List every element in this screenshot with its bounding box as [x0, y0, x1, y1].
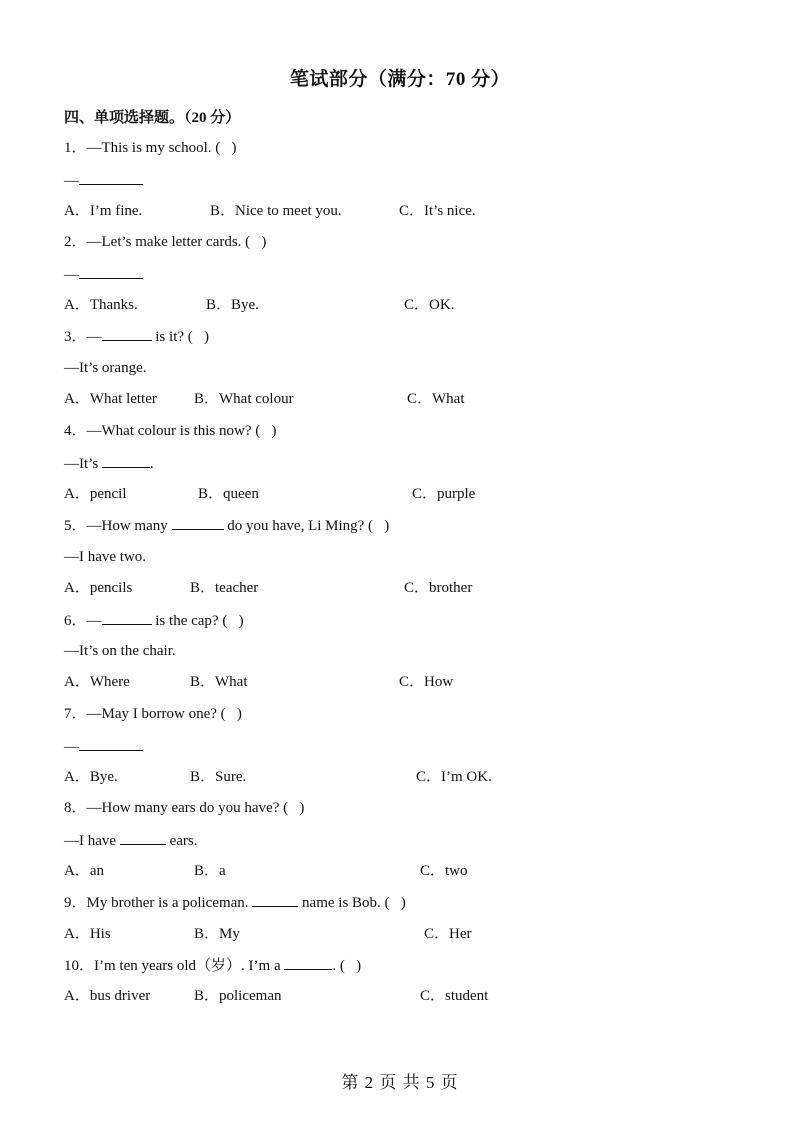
- q7-option-a: A．Bye.: [64, 769, 118, 785]
- q1-option-a: A．I’m fine.: [64, 203, 143, 219]
- page-title: 笔试部分（满分：70 分）: [289, 69, 511, 90]
- question-2-stem: 2．—Let’s make letter cards. ( ): [64, 234, 267, 250]
- q2-option-c: C．OK.: [404, 297, 455, 313]
- q6-option-b: B．What: [190, 674, 248, 690]
- q4-option-b: B．queen: [198, 486, 259, 502]
- question-3-stem: 3．— is it? ( ): [64, 326, 209, 346]
- question-10-stem: 10．I’m ten years old（岁）. I’m a . ( ): [64, 955, 361, 975]
- q5-option-a: A．pencils: [64, 580, 133, 596]
- question-8-reply: —I have ears.: [64, 830, 197, 850]
- q1-option-c: C．It’s nice.: [399, 203, 476, 219]
- question-3-reply: —It’s orange.: [64, 360, 147, 376]
- question-8-stem: 8．—How many ears do you have? ( ): [64, 800, 305, 816]
- q1-option-b: B．Nice to meet you.: [210, 203, 342, 219]
- q2-option-b: B．Bye.: [206, 297, 259, 313]
- question-2-reply: —: [64, 264, 143, 284]
- q2-option-a: A．Thanks.: [64, 297, 138, 313]
- question-1-stem: 1．—This is my school. ( ): [64, 140, 237, 156]
- question-9-stem: 9．My brother is a policeman. name is Bob. ( ): [64, 892, 406, 912]
- question-6-reply: —It’s on the chair.: [64, 643, 176, 659]
- q3-option-a: A．What letter: [64, 391, 157, 407]
- q4-option-a: A．pencil: [64, 486, 127, 502]
- q8-option-a: A．an: [64, 863, 104, 879]
- q7-option-c: C．I’m OK.: [416, 769, 492, 785]
- page-footer: 第 2 页 共 5 页: [341, 1073, 459, 1092]
- question-4-reply: —It’s .: [64, 453, 154, 473]
- q5-option-b: B．teacher: [190, 580, 259, 596]
- q8-option-c: C．two: [420, 863, 468, 879]
- q3-option-b: B．What colour: [194, 391, 294, 407]
- question-5-stem: 5．—How many do you have, Li Ming? ( ): [64, 515, 389, 535]
- q9-option-a: A．His: [64, 926, 111, 942]
- question-1-reply: —: [64, 170, 143, 190]
- q3-option-c: C．What: [407, 391, 465, 407]
- q10-option-a: A．bus driver: [64, 988, 151, 1004]
- q10-option-b: B．policeman: [194, 988, 282, 1004]
- q8-option-b: B．a: [194, 863, 226, 879]
- section-title: 四、单项选择题。（20 分）: [64, 110, 241, 126]
- question-7-stem: 7．—May I borrow one? ( ): [64, 706, 242, 722]
- question-6-stem: 6．— is the cap? ( ): [64, 610, 244, 630]
- q4-option-c: C．purple: [412, 486, 476, 502]
- q5-option-c: C．brother: [404, 580, 473, 596]
- q7-option-b: B．Sure.: [190, 769, 247, 785]
- q6-option-a: A．Where: [64, 674, 130, 690]
- question-7-reply: —: [64, 736, 143, 756]
- q9-option-c: C．Her: [424, 926, 472, 942]
- question-5-reply: —I have two.: [64, 549, 147, 565]
- q6-option-c: C．How: [399, 674, 454, 690]
- question-4-stem: 4．—What colour is this now? ( ): [64, 423, 277, 439]
- q10-option-c: C．student: [420, 988, 489, 1004]
- q9-option-b: B．My: [194, 926, 240, 942]
